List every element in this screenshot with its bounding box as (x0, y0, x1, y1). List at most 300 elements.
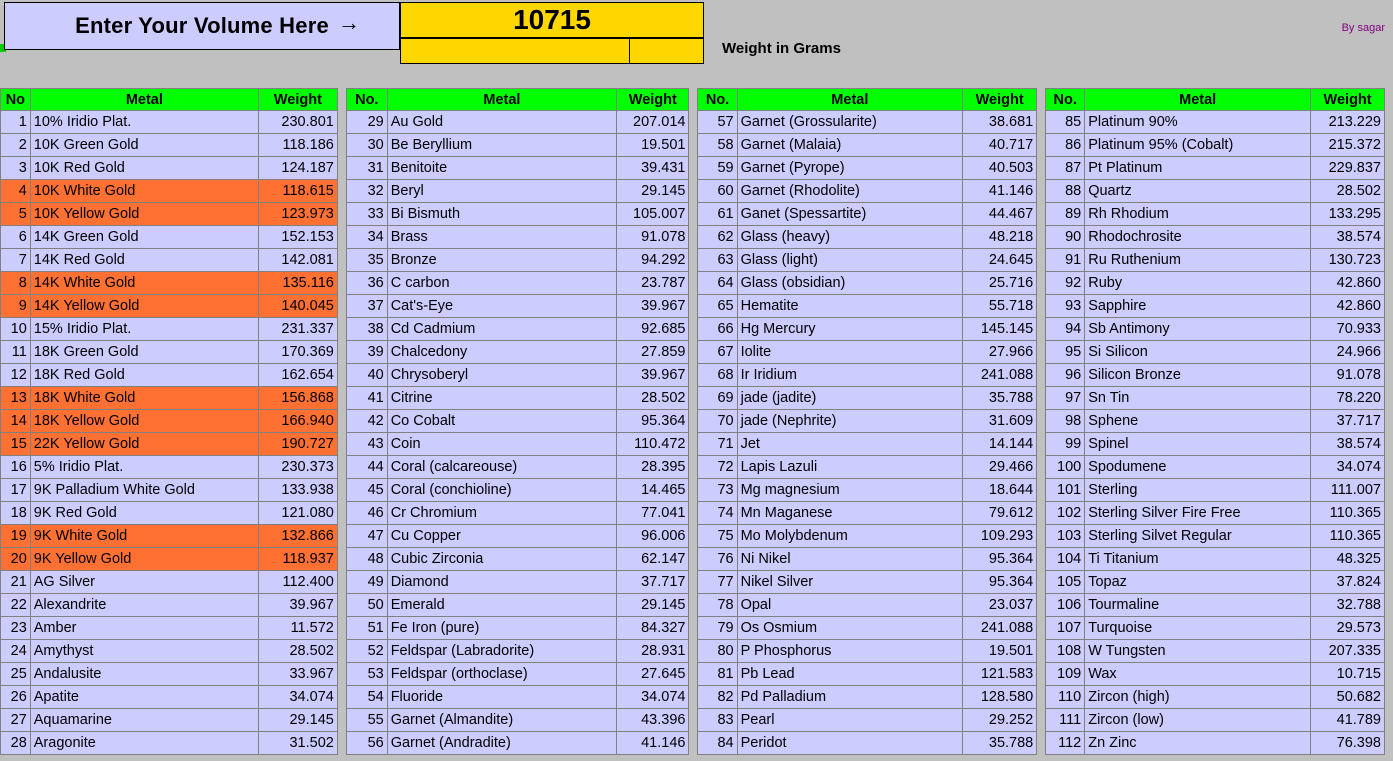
table-row[interactable] (346, 111, 689, 134)
cell-metal[interactable]: Garnet (Pyrope) (737, 157, 963, 180)
cell-metal[interactable]: Chalcedony (387, 341, 616, 364)
table-row[interactable] (1, 410, 338, 433)
cell-weight[interactable]: 39.431 (617, 157, 689, 180)
cell-no[interactable]: 66 (698, 318, 737, 341)
table-row[interactable] (1046, 295, 1385, 318)
table-row[interactable] (698, 479, 1037, 502)
cell-metal[interactable]: Fe Iron (pure) (387, 617, 616, 640)
cell-no[interactable]: 40 (346, 364, 387, 387)
table-row[interactable] (346, 272, 689, 295)
table-row[interactable] (346, 157, 689, 180)
table-row[interactable] (698, 456, 1037, 479)
cell-weight[interactable]: 29.573 (1311, 617, 1385, 640)
cell-metal[interactable]: Feldspar (Labradorite) (387, 640, 616, 663)
cell-weight[interactable]: 43.396 (617, 709, 689, 732)
table-row[interactable] (1046, 709, 1385, 732)
cell-no[interactable]: 9 (1, 295, 31, 318)
column-header-metal[interactable]: Metal (30, 89, 258, 111)
cell-metal[interactable]: Os Osmium (737, 617, 963, 640)
table-row[interactable] (698, 226, 1037, 249)
table-row[interactable] (346, 180, 689, 203)
cell-no[interactable]: 84 (698, 732, 737, 755)
table-row[interactable] (1, 157, 338, 180)
cell-no[interactable]: 95 (1046, 341, 1085, 364)
cell-weight[interactable]: 118.615 (258, 180, 337, 203)
cell-metal[interactable]: jade (Nephrite) (737, 410, 963, 433)
cell-no[interactable]: 31 (346, 157, 387, 180)
cell-metal[interactable]: 10K Red Gold (30, 157, 258, 180)
cell-no[interactable]: 28 (1, 732, 31, 755)
cell-weight[interactable]: 142.081 (258, 249, 337, 272)
cell-metal[interactable]: Cr Chromium (387, 502, 616, 525)
column-header-no[interactable]: No. (1046, 89, 1085, 111)
cell-metal[interactable]: 14K Green Gold (30, 226, 258, 249)
column-header-metal[interactable]: Metal (1085, 89, 1311, 111)
cell-metal[interactable]: Emerald (387, 594, 616, 617)
cell-metal[interactable]: 14K White Gold (30, 272, 258, 295)
cell-metal[interactable]: Fluoride (387, 686, 616, 709)
cell-weight[interactable]: 42.860 (1311, 272, 1385, 295)
table-row[interactable] (698, 663, 1037, 686)
cell-no[interactable]: 33 (346, 203, 387, 226)
table-row[interactable] (698, 180, 1037, 203)
cell-no[interactable]: 64 (698, 272, 737, 295)
table-row[interactable] (1, 663, 338, 686)
table-row[interactable] (346, 502, 689, 525)
table-row[interactable] (698, 157, 1037, 180)
cell-weight[interactable]: 123.973 (258, 203, 337, 226)
cell-no[interactable]: 100 (1046, 456, 1085, 479)
cell-weight[interactable]: 28.931 (617, 640, 689, 663)
cell-no[interactable]: 49 (346, 571, 387, 594)
cell-metal[interactable]: Alexandrite (30, 594, 258, 617)
cell-metal[interactable]: Bi Bismuth (387, 203, 616, 226)
cell-metal[interactable]: AG Silver (30, 571, 258, 594)
cell-no[interactable]: 89 (1046, 203, 1085, 226)
cell-no[interactable]: 60 (698, 180, 737, 203)
cell-no[interactable]: 52 (346, 640, 387, 663)
table-row[interactable] (1, 502, 338, 525)
cell-weight[interactable]: 207.014 (617, 111, 689, 134)
cell-metal[interactable]: Sterling Silver Fire Free (1085, 502, 1311, 525)
cell-weight[interactable]: 130.723 (1311, 249, 1385, 272)
cell-weight[interactable]: 35.788 (963, 387, 1037, 410)
cell-no[interactable]: 3 (1, 157, 31, 180)
cell-metal[interactable]: Brass (387, 226, 616, 249)
cell-no[interactable]: 93 (1046, 295, 1085, 318)
cell-weight[interactable]: 31.502 (258, 732, 337, 755)
table-row[interactable] (698, 686, 1037, 709)
cell-no[interactable]: 15 (1, 433, 31, 456)
cell-no[interactable]: 108 (1046, 640, 1085, 663)
table-row[interactable] (1046, 318, 1385, 341)
cell-weight[interactable]: 31.609 (963, 410, 1037, 433)
cell-weight[interactable]: 109.293 (963, 525, 1037, 548)
table-row[interactable] (1, 295, 338, 318)
table-row[interactable] (1, 111, 338, 134)
cell-weight[interactable]: 29.145 (258, 709, 337, 732)
cell-weight[interactable]: 110.365 (1311, 525, 1385, 548)
cell-weight[interactable]: 121.080 (258, 502, 337, 525)
cell-no[interactable]: 8 (1, 272, 31, 295)
cell-no[interactable]: 35 (346, 249, 387, 272)
cell-weight[interactable]: 229.837 (1311, 157, 1385, 180)
cell-no[interactable]: 42 (346, 410, 387, 433)
volume-input-tertiary[interactable] (630, 38, 704, 64)
cell-no[interactable]: 106 (1046, 594, 1085, 617)
cell-metal[interactable]: Zn Zinc (1085, 732, 1311, 755)
cell-no[interactable]: 110 (1046, 686, 1085, 709)
cell-no[interactable]: 87 (1046, 157, 1085, 180)
table-row[interactable] (346, 640, 689, 663)
cell-metal[interactable]: Wax (1085, 663, 1311, 686)
cell-metal[interactable]: Spinel (1085, 433, 1311, 456)
cell-no[interactable]: 105 (1046, 571, 1085, 594)
table-row[interactable] (1, 640, 338, 663)
table-row[interactable] (346, 295, 689, 318)
cell-no[interactable]: 63 (698, 249, 737, 272)
table-row[interactable] (1, 456, 338, 479)
cell-weight[interactable]: 78.220 (1311, 387, 1385, 410)
cell-metal[interactable]: Ruby (1085, 272, 1311, 295)
cell-no[interactable]: 91 (1046, 249, 1085, 272)
cell-weight[interactable]: 105.007 (617, 203, 689, 226)
cell-weight[interactable]: 77.041 (617, 502, 689, 525)
table-row[interactable] (698, 640, 1037, 663)
cell-weight[interactable]: 55.718 (963, 295, 1037, 318)
table-row[interactable] (346, 548, 689, 571)
table-row[interactable] (1046, 249, 1385, 272)
cell-weight[interactable]: 41.789 (1311, 709, 1385, 732)
cell-weight[interactable]: 29.145 (617, 180, 689, 203)
table-row[interactable] (698, 571, 1037, 594)
cell-no[interactable]: 11 (1, 341, 31, 364)
cell-metal[interactable]: Silicon Bronze (1085, 364, 1311, 387)
cell-no[interactable]: 12 (1, 364, 31, 387)
cell-weight[interactable]: 34.074 (258, 686, 337, 709)
cell-metal[interactable]: Benitoite (387, 157, 616, 180)
cell-weight[interactable]: 230.373 (258, 456, 337, 479)
cell-weight[interactable]: 111.007 (1311, 479, 1385, 502)
cell-metal[interactable]: Pt Platinum (1085, 157, 1311, 180)
cell-weight[interactable]: 18.644 (963, 479, 1037, 502)
cell-no[interactable]: 26 (1, 686, 31, 709)
cell-metal[interactable]: Turquoise (1085, 617, 1311, 640)
cell-no[interactable]: 47 (346, 525, 387, 548)
cell-no[interactable]: 62 (698, 226, 737, 249)
table-row[interactable] (1, 226, 338, 249)
table-row[interactable] (1, 709, 338, 732)
cell-no[interactable]: 103 (1046, 525, 1085, 548)
table-row[interactable] (1, 180, 338, 203)
cell-metal[interactable]: Andalusite (30, 663, 258, 686)
table-row[interactable] (698, 341, 1037, 364)
cell-no[interactable]: 1 (1, 111, 31, 134)
cell-no[interactable]: 16 (1, 456, 31, 479)
cell-no[interactable]: 25 (1, 663, 31, 686)
cell-metal[interactable]: 5% Iridio Plat. (30, 456, 258, 479)
cell-no[interactable]: 58 (698, 134, 737, 157)
cell-no[interactable]: 98 (1046, 410, 1085, 433)
cell-metal[interactable]: Chrysoberyl (387, 364, 616, 387)
cell-no[interactable]: 2 (1, 134, 31, 157)
cell-weight[interactable]: 39.967 (258, 594, 337, 617)
cell-no[interactable]: 81 (698, 663, 737, 686)
table-row[interactable] (1046, 134, 1385, 157)
cell-no[interactable]: 53 (346, 663, 387, 686)
cell-weight[interactable]: 128.580 (963, 686, 1037, 709)
cell-no[interactable]: 13 (1, 387, 31, 410)
table-row[interactable] (698, 617, 1037, 640)
cell-weight[interactable]: 95.364 (963, 571, 1037, 594)
cell-no[interactable]: 85 (1046, 111, 1085, 134)
cell-weight[interactable]: 121.583 (963, 663, 1037, 686)
volume-input[interactable]: 10715 (400, 2, 704, 38)
cell-metal[interactable]: Au Gold (387, 111, 616, 134)
cell-no[interactable]: 5 (1, 203, 31, 226)
cell-weight[interactable]: 34.074 (1311, 456, 1385, 479)
cell-weight[interactable]: 28.502 (617, 387, 689, 410)
cell-metal[interactable]: Diamond (387, 571, 616, 594)
cell-no[interactable]: 65 (698, 295, 737, 318)
table-row[interactable] (346, 617, 689, 640)
cell-no[interactable]: 6 (1, 226, 31, 249)
column-header-no[interactable]: No. (698, 89, 737, 111)
cell-weight[interactable]: 92.685 (617, 318, 689, 341)
cell-weight[interactable]: 19.501 (617, 134, 689, 157)
cell-weight[interactable]: 25.716 (963, 272, 1037, 295)
cell-metal[interactable]: Garnet (Andradite) (387, 732, 616, 755)
cell-no[interactable]: 30 (346, 134, 387, 157)
table-row[interactable] (698, 594, 1037, 617)
cell-no[interactable]: 51 (346, 617, 387, 640)
cell-metal[interactable]: Nikel Silver (737, 571, 963, 594)
cell-metal[interactable]: 10K Green Gold (30, 134, 258, 157)
cell-weight[interactable]: 118.937 (258, 548, 337, 571)
cell-weight[interactable]: 35.788 (963, 732, 1037, 755)
cell-weight[interactable]: 190.727 (258, 433, 337, 456)
table-row[interactable] (1, 341, 338, 364)
table-row[interactable] (1046, 479, 1385, 502)
cell-no[interactable]: 77 (698, 571, 737, 594)
table-row[interactable] (698, 410, 1037, 433)
table-row[interactable] (1, 732, 338, 755)
cell-metal[interactable]: 9K White Gold (30, 525, 258, 548)
cell-weight[interactable]: 110.365 (1311, 502, 1385, 525)
table-row[interactable] (1, 548, 338, 571)
cell-weight[interactable]: 135.116 (258, 272, 337, 295)
cell-no[interactable]: 50 (346, 594, 387, 617)
table-row[interactable] (1046, 502, 1385, 525)
table-row[interactable] (1046, 732, 1385, 755)
cell-weight[interactable]: 124.187 (258, 157, 337, 180)
table-row[interactable] (346, 479, 689, 502)
cell-no[interactable]: 19 (1, 525, 31, 548)
table-row[interactable] (346, 663, 689, 686)
cell-metal[interactable]: Mg magnesium (737, 479, 963, 502)
cell-no[interactable]: 74 (698, 502, 737, 525)
cell-weight[interactable]: 156.868 (258, 387, 337, 410)
cell-weight[interactable]: 84.327 (617, 617, 689, 640)
cell-metal[interactable]: Hematite (737, 295, 963, 318)
cell-no[interactable]: 78 (698, 594, 737, 617)
cell-no[interactable]: 83 (698, 709, 737, 732)
cell-metal[interactable]: Zircon (low) (1085, 709, 1311, 732)
cell-metal[interactable]: Peridot (737, 732, 963, 755)
cell-no[interactable]: 20 (1, 548, 31, 571)
table-row[interactable] (1, 134, 338, 157)
cell-no[interactable]: 73 (698, 479, 737, 502)
cell-weight[interactable]: 41.146 (963, 180, 1037, 203)
cell-metal[interactable]: Hg Mercury (737, 318, 963, 341)
cell-no[interactable]: 79 (698, 617, 737, 640)
table-row[interactable] (346, 364, 689, 387)
cell-no[interactable]: 38 (346, 318, 387, 341)
cell-metal[interactable]: C carbon (387, 272, 616, 295)
cell-metal[interactable]: Ru Ruthenium (1085, 249, 1311, 272)
cell-no[interactable]: 88 (1046, 180, 1085, 203)
cell-weight[interactable]: 37.717 (1311, 410, 1385, 433)
cell-weight[interactable]: 29.145 (617, 594, 689, 617)
cell-no[interactable]: 68 (698, 364, 737, 387)
cell-no[interactable]: 82 (698, 686, 737, 709)
cell-metal[interactable]: Pb Lead (737, 663, 963, 686)
cell-weight[interactable]: 91.078 (1311, 364, 1385, 387)
cell-no[interactable]: 112 (1046, 732, 1085, 755)
table-row[interactable] (346, 226, 689, 249)
cell-metal[interactable]: Platinum 90% (1085, 111, 1311, 134)
cell-no[interactable]: 71 (698, 433, 737, 456)
cell-weight[interactable]: 50.682 (1311, 686, 1385, 709)
cell-metal[interactable]: Platinum 95% (Cobalt) (1085, 134, 1311, 157)
cell-no[interactable]: 46 (346, 502, 387, 525)
cell-weight[interactable]: 27.645 (617, 663, 689, 686)
cell-metal[interactable]: Ganet (Spessartite) (737, 203, 963, 226)
cell-metal[interactable]: Sterling Silvet Regular (1085, 525, 1311, 548)
cell-metal[interactable]: 18K Red Gold (30, 364, 258, 387)
table-row[interactable] (1, 479, 338, 502)
cell-no[interactable]: 67 (698, 341, 737, 364)
cell-weight[interactable]: 23.037 (963, 594, 1037, 617)
cell-metal[interactable]: W Tungsten (1085, 640, 1311, 663)
table-row[interactable] (1, 387, 338, 410)
cell-metal[interactable]: 9K Red Gold (30, 502, 258, 525)
cell-no[interactable]: 41 (346, 387, 387, 410)
cell-weight[interactable]: 40.503 (963, 157, 1037, 180)
cell-weight[interactable]: 38.574 (1311, 433, 1385, 456)
cell-metal[interactable]: Bronze (387, 249, 616, 272)
table-row[interactable] (698, 732, 1037, 755)
table-row[interactable] (346, 732, 689, 755)
cell-metal[interactable]: Opal (737, 594, 963, 617)
table-row[interactable] (346, 341, 689, 364)
table-row[interactable] (1046, 456, 1385, 479)
cell-metal[interactable]: 14K Red Gold (30, 249, 258, 272)
cell-metal[interactable]: Sphene (1085, 410, 1311, 433)
table-row[interactable] (1046, 525, 1385, 548)
cell-weight[interactable]: 91.078 (617, 226, 689, 249)
cell-no[interactable]: 111 (1046, 709, 1085, 732)
cell-metal[interactable]: Co Cobalt (387, 410, 616, 433)
cell-metal[interactable]: 15% Iridio Plat. (30, 318, 258, 341)
cell-weight[interactable]: 79.612 (963, 502, 1037, 525)
cell-weight[interactable]: 48.325 (1311, 548, 1385, 571)
table-row[interactable] (346, 410, 689, 433)
cell-no[interactable]: 109 (1046, 663, 1085, 686)
cell-no[interactable]: 45 (346, 479, 387, 502)
cell-weight[interactable]: 39.967 (617, 295, 689, 318)
table-row[interactable] (1, 571, 338, 594)
table-row[interactable] (1046, 410, 1385, 433)
table-row[interactable] (346, 318, 689, 341)
cell-metal[interactable]: P Phosphorus (737, 640, 963, 663)
cell-weight[interactable]: 29.466 (963, 456, 1037, 479)
table-row[interactable] (1046, 617, 1385, 640)
table-row[interactable] (698, 295, 1037, 318)
cell-metal[interactable]: Spodumene (1085, 456, 1311, 479)
cell-weight[interactable]: 95.364 (963, 548, 1037, 571)
table-row[interactable] (1046, 594, 1385, 617)
cell-weight[interactable]: 37.824 (1311, 571, 1385, 594)
table-row[interactable] (346, 571, 689, 594)
cell-weight[interactable]: 70.933 (1311, 318, 1385, 341)
cell-no[interactable]: 96 (1046, 364, 1085, 387)
cell-no[interactable]: 104 (1046, 548, 1085, 571)
table-row[interactable] (346, 686, 689, 709)
cell-metal[interactable]: Ti Titanium (1085, 548, 1311, 571)
cell-no[interactable]: 54 (346, 686, 387, 709)
cell-metal[interactable]: 18K Green Gold (30, 341, 258, 364)
table-row[interactable] (346, 525, 689, 548)
cell-metal[interactable]: Aragonite (30, 732, 258, 755)
cell-no[interactable]: 76 (698, 548, 737, 571)
cell-no[interactable]: 14 (1, 410, 31, 433)
cell-weight[interactable]: 76.398 (1311, 732, 1385, 755)
cell-metal[interactable]: 18K Yellow Gold (30, 410, 258, 433)
cell-metal[interactable]: 10K White Gold (30, 180, 258, 203)
cell-metal[interactable]: Aquamarine (30, 709, 258, 732)
cell-no[interactable]: 37 (346, 295, 387, 318)
volume-input-secondary[interactable] (400, 38, 630, 64)
cell-weight[interactable]: 112.400 (258, 571, 337, 594)
cell-weight[interactable]: 152.153 (258, 226, 337, 249)
table-row[interactable] (1046, 180, 1385, 203)
table-row[interactable] (1046, 272, 1385, 295)
table-row[interactable] (698, 502, 1037, 525)
cell-no[interactable]: 72 (698, 456, 737, 479)
column-header-weight[interactable]: Weight (258, 89, 337, 111)
table-row[interactable] (1, 525, 338, 548)
cell-no[interactable]: 44 (346, 456, 387, 479)
cell-no[interactable]: 23 (1, 617, 31, 640)
cell-no[interactable]: 97 (1046, 387, 1085, 410)
table-row[interactable] (698, 318, 1037, 341)
cell-metal[interactable]: Jet (737, 433, 963, 456)
cell-weight[interactable]: 40.717 (963, 134, 1037, 157)
cell-no[interactable]: 75 (698, 525, 737, 548)
column-header-no[interactable]: No (1, 89, 31, 111)
table-row[interactable] (698, 387, 1037, 410)
cell-weight[interactable]: 133.295 (1311, 203, 1385, 226)
cell-no[interactable]: 107 (1046, 617, 1085, 640)
cell-metal[interactable]: Garnet (Grossularite) (737, 111, 963, 134)
cell-weight[interactable]: 39.967 (617, 364, 689, 387)
table-row[interactable] (1046, 111, 1385, 134)
cell-metal[interactable]: Citrine (387, 387, 616, 410)
cell-weight[interactable]: 24.645 (963, 249, 1037, 272)
table-row[interactable] (1, 594, 338, 617)
cell-no[interactable]: 4 (1, 180, 31, 203)
